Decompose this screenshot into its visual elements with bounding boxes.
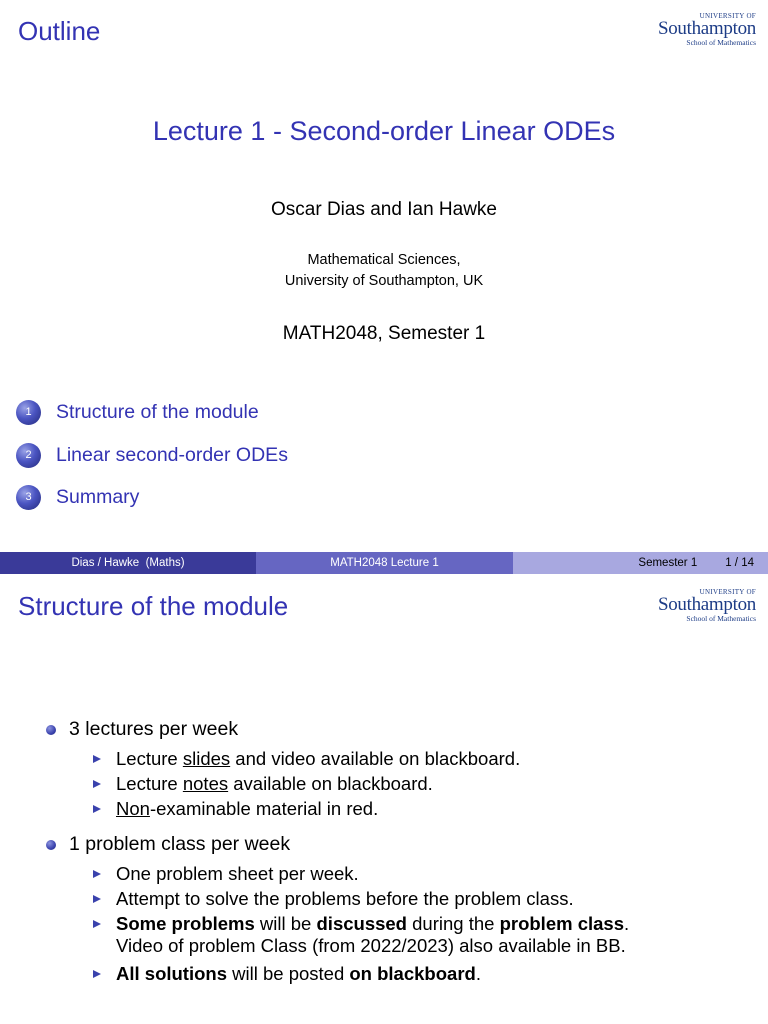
triangle-bullet-icon <box>93 805 101 813</box>
triangle-bullet-icon <box>93 895 101 903</box>
bullet-ball-icon <box>46 840 56 850</box>
toc-number-ball: 1 <box>16 400 41 425</box>
frame-title: Structure of the module <box>18 591 289 621</box>
triangle-bullet-icon <box>93 970 101 978</box>
toc-number-ball: 3 <box>16 485 41 510</box>
toc-item-structure[interactable] <box>16 399 259 425</box>
triangle-bullet-icon <box>93 920 101 928</box>
triangle-bullet-icon <box>93 870 101 878</box>
footer-authors: Dias / Hawke (Maths) <box>0 552 256 574</box>
toc-label: Linear second-order ODEs <box>56 443 288 466</box>
triangle-bullet-icon <box>93 755 101 763</box>
bullet-ball-icon <box>46 725 56 735</box>
footer-right <box>513 552 768 574</box>
toc-item-summary[interactable] <box>16 484 139 510</box>
triangle-bullet-icon <box>93 780 101 788</box>
subbullet-notes: Lecture notes available on blackboard. <box>93 773 433 795</box>
footer-page-number: 1 / 14 <box>725 557 754 569</box>
subbullet-attempt: Attempt to solve the problems before the problem class. <box>93 888 574 910</box>
course-info: MATH2048, Semester 1 <box>282 323 486 344</box>
subbullet-solutions: All solutions will be posted on blackboard. <box>93 963 481 985</box>
bullet-lectures: 3 lectures per week <box>46 718 238 741</box>
institute-line-2: University of Southampton, UK <box>284 273 484 289</box>
southampton-logo: UNIVERSITY OF Southampton School of Mathematics <box>657 12 756 47</box>
southampton-logo: UNIVERSITY OF Southampton School of Mathematics <box>657 588 756 623</box>
subbullet-slides: Lecture slides and video available on blackboard. <box>93 748 520 770</box>
footer-bar <box>0 552 768 574</box>
lecture-title: Lecture 1 - Second-order Linear ODEs <box>152 116 616 146</box>
subbullet-problem-sheet: One problem sheet per week. <box>93 863 359 885</box>
frame-title: Outline <box>18 16 101 46</box>
authors: Oscar Dias and Ian Hawke <box>271 199 497 220</box>
toc-number-ball: 2 <box>16 443 41 468</box>
footer-title: MATH2048 Lecture 1 <box>256 552 513 574</box>
toc-item-linear-odes[interactable] <box>16 442 288 468</box>
toc-label: Structure of the module <box>56 400 259 423</box>
footer-date: Semester 1 <box>638 557 698 569</box>
slide-structure <box>0 576 768 1024</box>
bullet-problem-class: 1 problem class per week <box>46 833 290 856</box>
subbullet-discussed: Some problems will be discussed during the problem class. Video of problem Class (from 2022/2023) also available in BB. <box>93 913 629 957</box>
subbullet-nonexaminable: Non-examinable material in red. <box>93 798 378 820</box>
institute-line-1: Mathematical Sciences, <box>307 252 461 268</box>
toc-label: Summary <box>56 485 140 508</box>
